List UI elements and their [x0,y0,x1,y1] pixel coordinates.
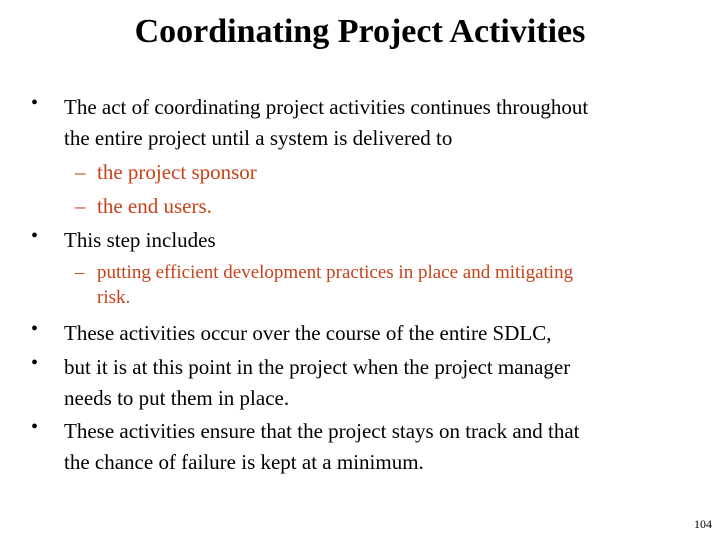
bullet-marker: • [31,225,39,247]
bullet-line: the chance of failure is kept at a minimum. [64,450,424,474]
bullet-marker: • [31,318,39,340]
bullet-marker: • [31,416,39,438]
sub-bullet-line: the end users. [97,194,212,218]
sub-bullet-line: putting efficient development practices in place and mitigating [97,262,574,283]
dash-marker: – [75,160,86,184]
bullet-line: This step includes [64,228,216,252]
sub-bullet-line: risk. [97,287,131,308]
bullet-line: These activities ensure that the project stays on track and that [64,419,580,443]
sub-bullet-line: the project sponsor [97,160,257,184]
bullet-line: needs to put them in place. [64,386,290,410]
dash-marker: – [75,262,85,283]
bullet-marker: • [31,352,39,374]
slide-title: Coordinating Project Activities [134,13,586,50]
bullet-line: The act of coordinating project activities continues throughout [64,95,589,119]
bullet-line: the entire project until a system is delivered to [64,126,453,150]
page-number: 104 [694,517,712,531]
bullet-marker: • [31,92,39,114]
dash-marker: – [75,194,86,218]
bullet-line: but it is at this point in the project when the project manager [64,355,571,379]
bullet-line: These activities occur over the course of the entire SDLC, [64,321,552,345]
